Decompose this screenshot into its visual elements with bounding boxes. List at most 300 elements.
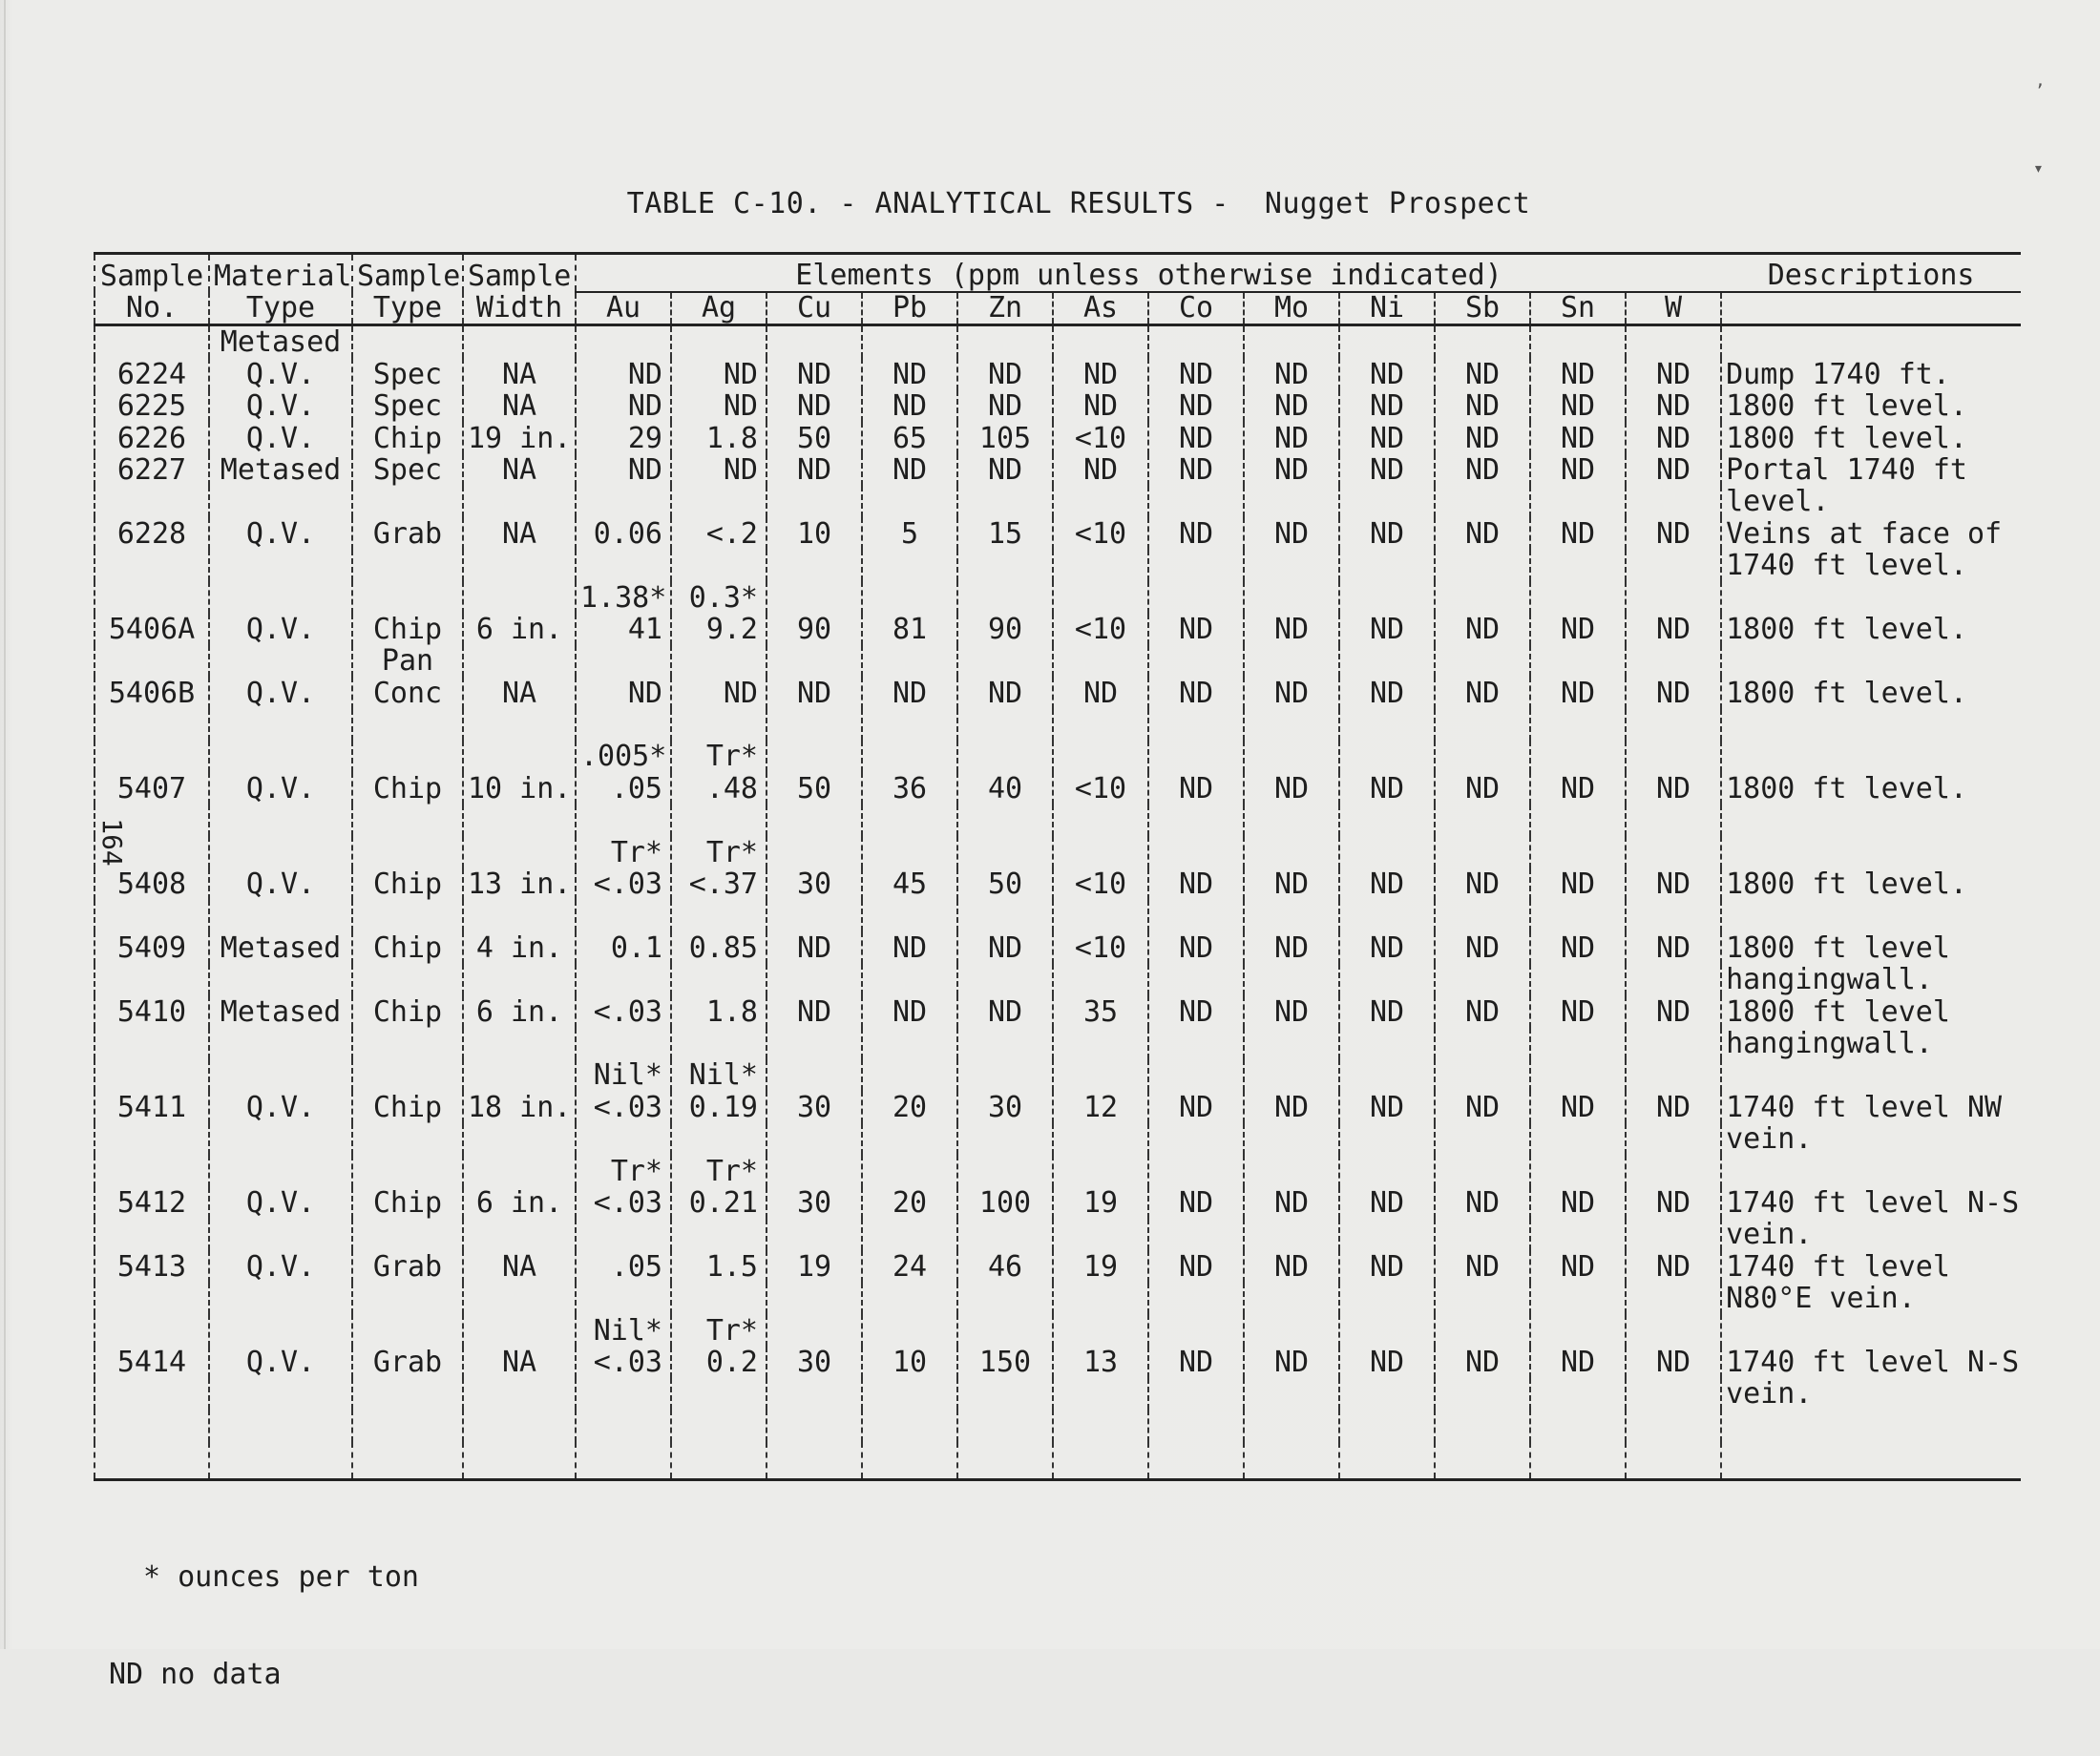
- cell-ag: [671, 1410, 766, 1441]
- cell-au: ND: [576, 454, 671, 486]
- cell-ni: [1339, 486, 1435, 517]
- cell-ni: [1339, 550, 1435, 581]
- cell-sample-type: [352, 1123, 463, 1155]
- cell-sample-type: [352, 964, 463, 995]
- cell-cu: [766, 836, 862, 868]
- cell-w: [1626, 1123, 1721, 1155]
- cell-zn: [957, 900, 1053, 931]
- cell-sample-type: Conc: [352, 677, 463, 708]
- cell-zn: [957, 645, 1053, 677]
- cell-pb: 45: [862, 868, 957, 900]
- cell-material-type: [209, 964, 352, 995]
- cell-as: [1053, 1283, 1148, 1314]
- page-edge: [4, 0, 6, 1649]
- cell-sample-no: [94, 1378, 209, 1410]
- cell-ni: [1339, 900, 1435, 931]
- cell-material-type: Q.V.: [209, 1187, 352, 1219]
- cell-material-type: Q.V.: [209, 1250, 352, 1282]
- cell-material-type: Metased: [209, 325, 352, 359]
- cell-mo: [1244, 805, 1339, 836]
- cell-w: [1626, 1059, 1721, 1091]
- cell-material-type: Q.V.: [209, 358, 352, 389]
- cell-au: [576, 645, 671, 677]
- cell-sn: [1530, 581, 1626, 613]
- cell-description: 1740 ft level.: [1721, 550, 2021, 581]
- cell-cu: [766, 645, 862, 677]
- cell-pb: 20: [862, 1091, 957, 1122]
- cell-ag: ND: [671, 677, 766, 708]
- cell-sample-no: [94, 836, 209, 868]
- table-row: [94, 1442, 2021, 1480]
- cell-sample-no: [94, 486, 209, 517]
- cell-description: 1800 ft level.: [1721, 677, 2021, 708]
- header-sample-type-line2: Type: [352, 292, 463, 325]
- cell-sample-width: NA: [463, 517, 576, 549]
- cell-sn: [1530, 1442, 1626, 1480]
- header-element-zn: Zn: [957, 292, 1053, 325]
- cell-au: ND: [576, 677, 671, 708]
- cell-sample-no: 6226: [94, 422, 209, 453]
- cell-pb: 5: [862, 517, 957, 549]
- cell-au: <.03: [576, 1187, 671, 1219]
- header-sample-type: Sample: [352, 254, 463, 293]
- table-row: [94, 1410, 2021, 1441]
- table-row: [94, 868, 2021, 900]
- cell-cu: [766, 1059, 862, 1091]
- cell-cu: ND: [766, 931, 862, 963]
- cell-as: [1053, 1123, 1148, 1155]
- cell-sn: ND: [1530, 868, 1626, 900]
- cell-sample-type: [352, 1410, 463, 1441]
- cell-pb: [862, 645, 957, 677]
- table-row: [94, 772, 2021, 804]
- cell-cu: ND: [766, 677, 862, 708]
- cell-au: Nil*: [576, 1059, 671, 1091]
- cell-ag: 9.2: [671, 614, 766, 645]
- cell-sample-type: [352, 1028, 463, 1059]
- cell-sb: ND: [1435, 614, 1530, 645]
- cell-co: [1148, 486, 1244, 517]
- cell-sample-no: 5413: [94, 1250, 209, 1282]
- cell-pb: 36: [862, 772, 957, 804]
- cell-description: [1721, 900, 2021, 931]
- cell-sn: ND: [1530, 772, 1626, 804]
- cell-cu: 50: [766, 422, 862, 453]
- cell-w: ND: [1626, 517, 1721, 549]
- cell-ni: [1339, 1283, 1435, 1314]
- cell-mo: ND: [1244, 677, 1339, 708]
- cell-au: ND: [576, 358, 671, 389]
- table-title: TABLE C-10. - ANALYTICAL RESULTS - Nugget Prospect: [626, 187, 1531, 220]
- cell-cu: [766, 1410, 862, 1441]
- cell-sample-no: [94, 1219, 209, 1250]
- table-row: [94, 1091, 2021, 1122]
- cell-cu: [766, 1442, 862, 1480]
- cell-cu: [766, 1283, 862, 1314]
- header-element-au: Au: [576, 292, 671, 325]
- cell-ag: Tr*: [671, 741, 766, 772]
- cell-zn: [957, 741, 1053, 772]
- cell-as: [1053, 1059, 1148, 1091]
- cell-sb: [1435, 709, 1530, 741]
- cell-sample-type: Chip: [352, 868, 463, 900]
- cell-w: [1626, 1442, 1721, 1480]
- table-row: [94, 900, 2021, 931]
- cell-sample-width: 19 in.: [463, 422, 576, 453]
- table-row: [94, 1314, 2021, 1346]
- cell-sample-no: 5408: [94, 868, 209, 900]
- cell-co: [1148, 1442, 1244, 1480]
- cell-pb: ND: [862, 390, 957, 422]
- cell-sn: [1530, 550, 1626, 581]
- cell-as: 13: [1053, 1347, 1148, 1378]
- cell-material-type: [209, 1283, 352, 1314]
- cell-cu: 30: [766, 868, 862, 900]
- cell-au: [576, 1378, 671, 1410]
- cell-co: ND: [1148, 358, 1244, 389]
- cell-sb: [1435, 1028, 1530, 1059]
- cell-co: [1148, 1123, 1244, 1155]
- cell-au: [576, 1283, 671, 1314]
- cell-description: Veins at face of: [1721, 517, 2021, 549]
- cell-sb: [1435, 325, 1530, 359]
- cell-as: [1053, 1314, 1148, 1346]
- cell-mo: [1244, 1378, 1339, 1410]
- cell-description: level.: [1721, 486, 2021, 517]
- cell-sample-width: [463, 900, 576, 931]
- cell-ni: ND: [1339, 454, 1435, 486]
- cell-description: 1800 ft level.: [1721, 422, 2021, 453]
- cell-pb: [862, 550, 957, 581]
- cell-w: ND: [1626, 390, 1721, 422]
- cell-sample-no: 5414: [94, 1347, 209, 1378]
- cell-ni: [1339, 709, 1435, 741]
- cell-material-type: [209, 486, 352, 517]
- cell-sb: [1435, 1059, 1530, 1091]
- cell-cu: [766, 1219, 862, 1250]
- cell-description: hangingwall.: [1721, 964, 2021, 995]
- table-row: [94, 486, 2021, 517]
- table-row: [94, 1219, 2021, 1250]
- cell-pb: [862, 581, 957, 613]
- cell-sn: ND: [1530, 614, 1626, 645]
- cell-as: <10: [1053, 517, 1148, 549]
- cell-zn: 100: [957, 1187, 1053, 1219]
- cell-ag: [671, 1378, 766, 1410]
- cell-as: <10: [1053, 868, 1148, 900]
- cell-sample-width: 10 in.: [463, 772, 576, 804]
- cell-ag: .48: [671, 772, 766, 804]
- table-row: [94, 709, 2021, 741]
- cell-au: [576, 709, 671, 741]
- cell-mo: [1244, 581, 1339, 613]
- cell-cu: ND: [766, 454, 862, 486]
- cell-material-type: Q.V.: [209, 772, 352, 804]
- cell-mo: [1244, 1442, 1339, 1480]
- cell-as: [1053, 1442, 1148, 1480]
- cell-ag: Tr*: [671, 1314, 766, 1346]
- table-row: [94, 995, 2021, 1027]
- cell-sb: [1435, 964, 1530, 995]
- cell-description: Portal 1740 ft: [1721, 454, 2021, 486]
- cell-mo: ND: [1244, 390, 1339, 422]
- cell-cu: [766, 964, 862, 995]
- cell-co: ND: [1148, 1091, 1244, 1122]
- cell-sb: ND: [1435, 358, 1530, 389]
- cell-co: [1148, 1283, 1244, 1314]
- cell-description: 1740 ft level N-S: [1721, 1187, 2021, 1219]
- cell-zn: ND: [957, 454, 1053, 486]
- cell-material-type: Q.V.: [209, 868, 352, 900]
- cell-sb: [1435, 550, 1530, 581]
- cell-sb: [1435, 1123, 1530, 1155]
- cell-sb: [1435, 805, 1530, 836]
- cell-mo: [1244, 1155, 1339, 1186]
- cell-description: [1721, 1314, 2021, 1346]
- cell-sample-type: [352, 1442, 463, 1480]
- cell-ag: 1.5: [671, 1250, 766, 1282]
- cell-co: ND: [1148, 454, 1244, 486]
- cell-sample-type: [352, 550, 463, 581]
- table-row: [94, 805, 2021, 836]
- cell-sample-width: 13 in.: [463, 868, 576, 900]
- cell-description: 1740 ft level: [1721, 1250, 2021, 1282]
- cell-as: [1053, 1378, 1148, 1410]
- cell-sample-type: Chip: [352, 422, 463, 453]
- cell-ni: [1339, 1378, 1435, 1410]
- cell-ni: ND: [1339, 931, 1435, 963]
- header-row-2: [94, 292, 2021, 325]
- header-sample-width: Sample: [463, 254, 576, 293]
- cell-sample-type: Spec: [352, 390, 463, 422]
- table-row: [94, 1250, 2021, 1282]
- cell-cu: ND: [766, 390, 862, 422]
- cell-sample-no: 5411: [94, 1091, 209, 1122]
- cell-sample-type: Chip: [352, 995, 463, 1027]
- table-row: [94, 1187, 2021, 1219]
- cell-au: .005*: [576, 741, 671, 772]
- cell-pb: ND: [862, 995, 957, 1027]
- cell-zn: ND: [957, 677, 1053, 708]
- cell-sample-width: [463, 550, 576, 581]
- cell-sn: [1530, 900, 1626, 931]
- cell-description: [1721, 581, 2021, 613]
- cell-ni: ND: [1339, 390, 1435, 422]
- cell-cu: [766, 709, 862, 741]
- cell-mo: [1244, 486, 1339, 517]
- cell-sb: [1435, 836, 1530, 868]
- cell-zn: [957, 1219, 1053, 1250]
- cell-co: [1148, 1410, 1244, 1441]
- cell-material-type: [209, 1410, 352, 1441]
- cell-pb: 65: [862, 422, 957, 453]
- cell-sn: [1530, 325, 1626, 359]
- cell-sample-type: [352, 1219, 463, 1250]
- cell-cu: [766, 1123, 862, 1155]
- cell-co: ND: [1148, 422, 1244, 453]
- cell-sample-type: Spec: [352, 358, 463, 389]
- cell-sb: ND: [1435, 454, 1530, 486]
- cell-cu: [766, 1314, 862, 1346]
- cell-w: [1626, 645, 1721, 677]
- cell-w: [1626, 836, 1721, 868]
- cell-mo: [1244, 1059, 1339, 1091]
- cell-ni: [1339, 1028, 1435, 1059]
- cell-zn: 50: [957, 868, 1053, 900]
- cell-au: [576, 1442, 671, 1480]
- cell-sample-width: [463, 581, 576, 613]
- cell-as: [1053, 325, 1148, 359]
- cell-ni: ND: [1339, 614, 1435, 645]
- cell-sample-no: [94, 1028, 209, 1059]
- cell-ni: ND: [1339, 517, 1435, 549]
- cell-sn: [1530, 1155, 1626, 1186]
- cell-ag: [671, 964, 766, 995]
- cell-description: 1800 ft level: [1721, 995, 2021, 1027]
- cell-sample-width: 6 in.: [463, 1187, 576, 1219]
- cell-sn: [1530, 1028, 1626, 1059]
- cell-material-type: Metased: [209, 931, 352, 963]
- cell-sb: [1435, 1155, 1530, 1186]
- cell-co: ND: [1148, 1347, 1244, 1378]
- cell-ni: [1339, 1219, 1435, 1250]
- cell-w: [1626, 486, 1721, 517]
- header-element-sn: Sn: [1530, 292, 1626, 325]
- cell-sample-type: [352, 1378, 463, 1410]
- cell-material-type: [209, 1314, 352, 1346]
- cell-sb: ND: [1435, 517, 1530, 549]
- cell-sample-no: [94, 645, 209, 677]
- cell-description: [1721, 1059, 2021, 1091]
- cell-sample-width: NA: [463, 1347, 576, 1378]
- cell-w: ND: [1626, 995, 1721, 1027]
- header-element-pb: Pb: [862, 292, 957, 325]
- cell-mo: ND: [1244, 422, 1339, 453]
- cell-sb: ND: [1435, 772, 1530, 804]
- cell-ni: [1339, 1314, 1435, 1346]
- cell-mo: ND: [1244, 1250, 1339, 1282]
- cell-as: [1053, 1219, 1148, 1250]
- cell-sample-no: [94, 964, 209, 995]
- cell-sample-width: 6 in.: [463, 614, 576, 645]
- cell-cu: 50: [766, 772, 862, 804]
- cell-ni: ND: [1339, 995, 1435, 1027]
- cell-pb: [862, 1442, 957, 1480]
- cell-material-type: Q.V.: [209, 677, 352, 708]
- header-descriptions: Descriptions: [1721, 254, 2021, 293]
- cell-zn: 30: [957, 1091, 1053, 1122]
- cell-zn: [957, 1059, 1053, 1091]
- cell-ag: 0.85: [671, 931, 766, 963]
- cell-material-type: [209, 741, 352, 772]
- cell-sb: [1435, 900, 1530, 931]
- cell-sample-no: 5406A: [94, 614, 209, 645]
- cell-material-type: Metased: [209, 454, 352, 486]
- cell-sample-no: [94, 325, 209, 359]
- cell-au: [576, 964, 671, 995]
- cell-sample-type: Chip: [352, 1091, 463, 1122]
- header-element-as: As: [1053, 292, 1148, 325]
- cell-mo: [1244, 741, 1339, 772]
- cell-sample-type: [352, 1283, 463, 1314]
- cell-material-type: Q.V.: [209, 1347, 352, 1378]
- cell-sn: [1530, 741, 1626, 772]
- cell-material-type: [209, 805, 352, 836]
- cell-au: 0.1: [576, 931, 671, 963]
- cell-ag: [671, 805, 766, 836]
- cell-ni: ND: [1339, 1091, 1435, 1122]
- cell-co: [1148, 900, 1244, 931]
- cell-sn: [1530, 1283, 1626, 1314]
- cell-ag: ND: [671, 390, 766, 422]
- cell-description: [1721, 709, 2021, 741]
- cell-sample-no: [94, 1410, 209, 1441]
- cell-co: ND: [1148, 868, 1244, 900]
- cell-sample-width: [463, 1123, 576, 1155]
- cell-sample-width: 18 in.: [463, 1091, 576, 1122]
- cell-pb: [862, 1410, 957, 1441]
- cell-sn: [1530, 1219, 1626, 1250]
- cell-au: <.03: [576, 1091, 671, 1122]
- cell-pb: [862, 741, 957, 772]
- cell-description: [1721, 645, 2021, 677]
- header-sample-no-line2: No.: [94, 292, 209, 325]
- cell-material-type: Q.V.: [209, 517, 352, 549]
- cell-pb: 20: [862, 1187, 957, 1219]
- cell-sb: ND: [1435, 995, 1530, 1027]
- cell-zn: [957, 1442, 1053, 1480]
- cell-w: [1626, 581, 1721, 613]
- cell-co: ND: [1148, 677, 1244, 708]
- cell-cu: [766, 805, 862, 836]
- cell-sample-type: Chip: [352, 772, 463, 804]
- cell-sample-no: [94, 741, 209, 772]
- cell-material-type: [209, 1155, 352, 1186]
- cell-ag: [671, 900, 766, 931]
- cell-description: [1721, 836, 2021, 868]
- table-row: [94, 741, 2021, 772]
- cell-description: 1800 ft level.: [1721, 614, 2021, 645]
- cell-sample-no: 6227: [94, 454, 209, 486]
- cell-sample-width: [463, 709, 576, 741]
- cell-co: [1148, 1314, 1244, 1346]
- cell-sample-type: [352, 1155, 463, 1186]
- cell-as: <10: [1053, 614, 1148, 645]
- cell-pb: ND: [862, 358, 957, 389]
- cell-w: ND: [1626, 1347, 1721, 1378]
- cell-au: [576, 325, 671, 359]
- scanned-page: , ▾ 164 TABLE C-10. - ANALYTICAL RESULTS - Nugget Prospect Sample Material Sample Sample Elements (ppm unless otherwise indicated) Descriptions No. Type Type Width Au Ag Cu Pb Zn As Co Mo Ni Sb Sn W Metased 6224 Q.V. Spec NA ND ND ND ND ND ND ND ND ND ND ND ND Dump 1740 ft. 6225 Q.V. Spec NA ND ND ND ND ND ND ND ND ND ND ND ND 1800 ft level. 6226 Q.V. Chip 19 in. 29 1.8 50 65 105 <10 ND ND ND ND ND ND 1800 ft level. 6227 Metased Spec NA ND ND ND ND ND ND ND ND ND ND ND ND Portal 1740 ft level. 6228 Q.V. Grab NA 0.06 <.2 10 5 15 <10 ND ND ND ND ND ND Veins at face of 1740 ft level. 1.38* 0.3* 5406A Q.V. Chip 6 in. 41 9.2 90 81 90 <10 ND ND ND ND ND ND 1800 ft level. Pan 5406B Q.V. Conc NA ND ND ND ND ND ND ND ND ND ND ND ND 1800 ft level. .005* Tr* 5407 Q.V. Chip 10 in. .05 .48 50 36 40 <10 ND ND ND ND ND ND 1800 ft level. Tr* Tr* 5408 Q.V. Chip 13 in. <.03 <.37 30 45 50 <10 ND ND ND ND ND ND 1800 ft level. 5409 Metased Chip 4 in. 0.1 0.85 ND ND ND <10 ND ND ND ND ND ND 1800 ft level hangingwall. 5410 Metased Chip 6 in. <.03 1.8 ND ND ND 35 ND ND ND ND ND ND 1800 ft level hangingwall. Nil* Nil* 5411 Q.V. Chip 18 in. <.03 0.19 30 20 30 12 ND ND ND ND ND ND 1740 ft level NW vein. Tr* Tr* 5412 Q.V. Chip 6 in. <.03 0.21 30 20 100 19 ND ND ND ND ND ND 1740 ft level N-S vein. 5413 Q.V. Grab NA .05 1.5 19 24 46 19 ND ND ND ND ND ND 1740 ft level N80°E vein. Nil* Tr* 5414 Q.V. Grab NA <.03 0.2 30 10 150 13 ND ND ND ND ND ND 1740 ft level N-S vein. * ounces per ton ND no data: [0, 0, 2100, 1649]
- cell-cu: [766, 1155, 862, 1186]
- cell-description: vein.: [1721, 1123, 2021, 1155]
- cell-pb: [862, 1283, 957, 1314]
- cell-ni: ND: [1339, 868, 1435, 900]
- page-number: 164: [95, 818, 128, 867]
- cell-mo: [1244, 550, 1339, 581]
- cell-mo: [1244, 1314, 1339, 1346]
- cell-sample-width: NA: [463, 358, 576, 389]
- cell-sample-no: 6228: [94, 517, 209, 549]
- cell-zn: 46: [957, 1250, 1053, 1282]
- cell-co: [1148, 1028, 1244, 1059]
- cell-sample-no: [94, 1442, 209, 1480]
- table-row: [94, 1059, 2021, 1091]
- header-descriptions-sub: [1721, 292, 2021, 325]
- cell-material-type: [209, 836, 352, 868]
- cell-w: [1626, 1283, 1721, 1314]
- cell-sb: ND: [1435, 931, 1530, 963]
- header-material-type: Material: [209, 254, 352, 293]
